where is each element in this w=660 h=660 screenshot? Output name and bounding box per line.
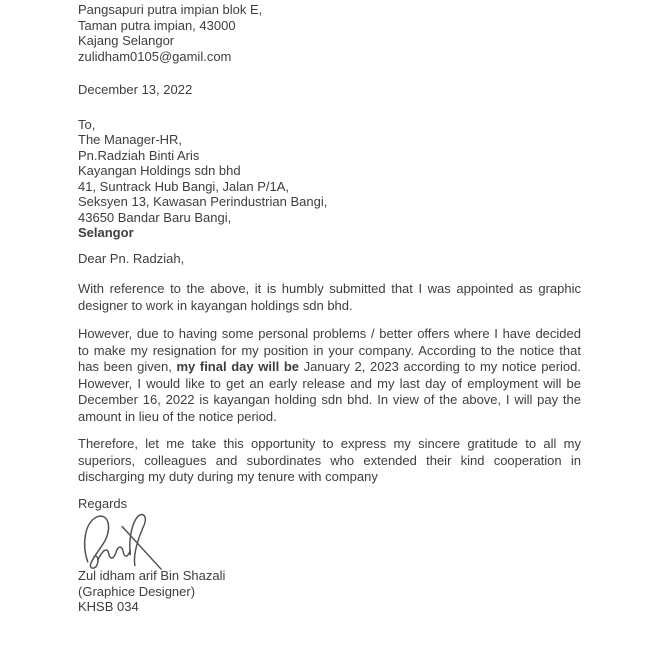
recipient-address-line: The Manager-HR, [78,132,183,147]
signatory-title: (Graphice Designer) [78,583,196,599]
sender-email: zulidham0105@gamil.com [78,48,232,64]
sender-address-line: Kajang Selangor [78,33,175,48]
recipient-address [78,117,581,241]
recipient-address-line: Selangor [78,225,134,240]
sender-address-line: Taman putra impian, 43000 [78,17,236,33]
salutation: Dear Pn. Radziah, [78,250,185,266]
paragraph2-text-after: January 2, 2023 according to my notice period. However, I would like to get an early release and my last day of employment will be December 16, 2022 is kayangan holding sdn bhd. In view of the above, I will pay the amount in lieu of the notice period. [78,359,581,424]
recipient-address-line: To, [78,116,96,132]
body-paragraph-2 [78,326,581,425]
sender-address [78,2,581,64]
sender-address-line: Pangsapuri putra impian blok E, [78,2,263,17]
letter-content [78,2,581,615]
recipient-address-line: 43650 Bandar Baru Bangi, [78,209,232,225]
body-paragraph-3: Therefore, let me take this opportunity to express my sincere gratitude to all my superiors, colleagues and subordinates who extended their kind cooperation in discharging my duty during my tenure with company [78,436,581,484]
body-paragraph-1: With reference to the above, it is humbly submitted that I was appointed as graphic designer to work in kayangan holdings sdn bhd. [78,281,581,313]
letter-date: December 13, 2022 [78,82,193,97]
recipient-address-line: Seksyen 13, Kawasan Perindustrian Bangi, [78,194,328,209]
signature-image [74,513,581,571]
signatory-block [78,568,581,615]
signatory-id: KHSB 034 [78,599,139,614]
recipient-address-line: 41, Suntrack Hub Bangi, Jalan P/1A, [78,178,290,194]
paragraph2-text-before: However, due to having some personal problems / better offers where I have decided to make my resignation for my position in your company. According to the notice that has been given, [78,326,581,374]
recipient-address-line: Kayangan Holdings sdn bhd [78,163,241,178]
closing-regards: Regards [78,495,128,511]
recipient-address-line: Pn.Radziah Binti Aris [78,147,200,163]
signature-scribble-icon [74,513,174,571]
signatory-name: Zul idham arif Bin Shazali [78,568,226,583]
paragraph2-bold-text: my final day will be [176,359,299,374]
